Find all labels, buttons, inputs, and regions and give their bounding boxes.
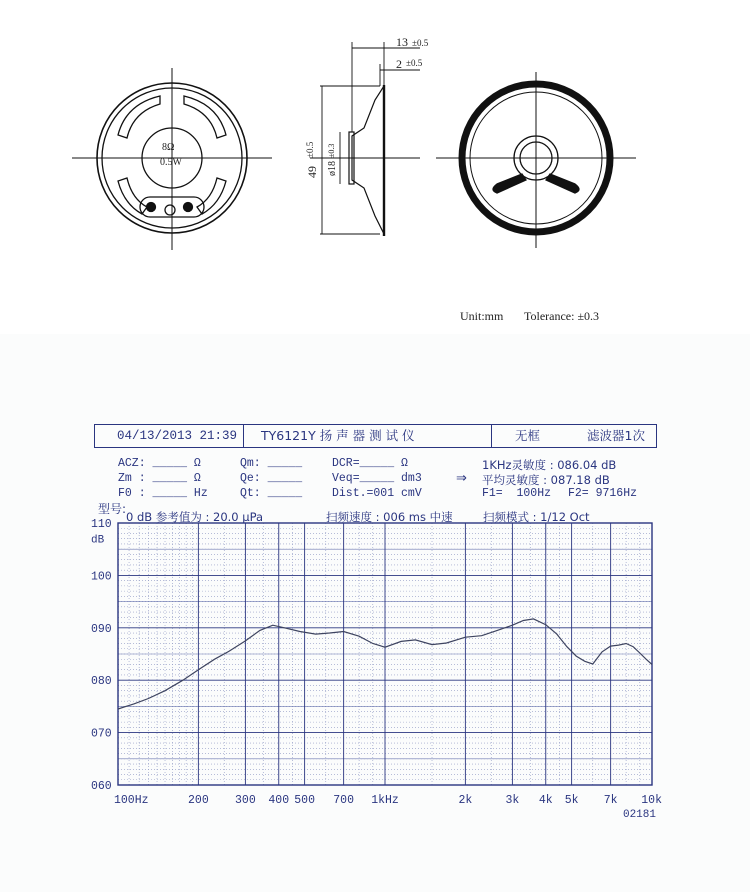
param-veq: Veq=_____ dm3 bbox=[332, 472, 422, 485]
report-date: 04/13/2013 21:39 bbox=[117, 429, 238, 443]
x-tick-label: 5k bbox=[564, 794, 579, 807]
sensitivity-average: 平均灵敏度 : 087.18 dB bbox=[482, 473, 610, 487]
param-f0: F0 : _____ Hz bbox=[118, 487, 208, 500]
x-tick-label: 100Hz bbox=[114, 794, 149, 807]
dim-rim-tolerance: ±0.5 bbox=[406, 58, 423, 68]
y-unit-label: dB bbox=[91, 534, 105, 547]
param-f1: F1= 100Hz bbox=[482, 487, 552, 500]
unit-label: Unit:mm bbox=[460, 309, 504, 323]
y-axis-labels bbox=[91, 518, 112, 793]
param-qt: Qt: _____ bbox=[240, 487, 303, 500]
x-axis-labels bbox=[114, 794, 662, 807]
param-acz: ACZ: _____ Ω bbox=[118, 457, 201, 470]
dim-depth: 13 bbox=[396, 35, 408, 49]
x-tick-label: 1kHz bbox=[371, 794, 399, 807]
dim-depth-tolerance: ±0.5 bbox=[412, 38, 429, 48]
front-power-label: 0.5W bbox=[160, 157, 182, 168]
dim-outer-tolerance: ±0.5 bbox=[305, 141, 315, 158]
param-zm: Zm : _____ Ω bbox=[118, 472, 201, 485]
x-tick-label: 7k bbox=[603, 794, 618, 807]
y-tick-label: 070 bbox=[91, 727, 112, 741]
x-tick-label: 200 bbox=[188, 794, 209, 807]
sensitivity-1khz: 1KHz灵敏度 : 086.04 dB bbox=[482, 458, 617, 472]
param-dcr: DCR=_____ Ω bbox=[332, 457, 408, 470]
param-f2: F2= 9716Hz bbox=[568, 487, 638, 500]
filter-label: 滤波器1次 bbox=[587, 428, 645, 443]
y-tick-label: 080 bbox=[91, 675, 112, 689]
chart-footnote: 02181 bbox=[622, 809, 656, 821]
major-grid bbox=[118, 523, 652, 785]
y-tick-label: 100 bbox=[91, 570, 112, 584]
dim-magnet: ø18 bbox=[327, 161, 338, 176]
x-tick-label: 700 bbox=[333, 794, 355, 807]
dim-magnet-tolerance: ±0.3 bbox=[327, 143, 336, 158]
dim-rim: 2 bbox=[396, 57, 402, 71]
y-tick-label: 090 bbox=[91, 622, 112, 636]
instrument-name: TY6121Y 扬 声 器 测 试 仪 bbox=[261, 428, 415, 443]
param-qe: Qe: _____ bbox=[240, 472, 303, 485]
sweep-speed: 扫频速度 : 006 ms 中速 bbox=[326, 510, 453, 524]
frame-label: 无框 bbox=[515, 428, 541, 443]
x-tick-label: 3k bbox=[505, 794, 520, 807]
tolerance-label: Tolerance: ±0.3 bbox=[524, 309, 600, 323]
x-tick-label: 10k bbox=[641, 794, 662, 807]
model-label: 型号: bbox=[98, 502, 127, 516]
dim-outer: 49 bbox=[305, 166, 319, 178]
x-tick-label: 2k bbox=[458, 794, 473, 807]
sweep-mode: 扫频模式 : 1/12 Oct bbox=[483, 510, 590, 524]
arrow-icon: ⇒ bbox=[456, 470, 467, 485]
front-impedance-label: 8Ω bbox=[162, 142, 175, 153]
reference-line: 0 dB 参考值为 : 20.0 μPa bbox=[126, 510, 264, 524]
x-tick-label: 400 bbox=[268, 794, 290, 807]
param-dist: Dist.=001 cmV bbox=[332, 487, 422, 500]
x-tick-label: 300 bbox=[235, 794, 256, 807]
y-tick-label: 060 bbox=[91, 780, 112, 793]
x-tick-label: 4k bbox=[538, 794, 553, 807]
y-tick-label: 110 bbox=[91, 518, 112, 531]
param-qm: Qm: _____ bbox=[240, 457, 303, 470]
x-tick-label: 500 bbox=[294, 794, 315, 807]
